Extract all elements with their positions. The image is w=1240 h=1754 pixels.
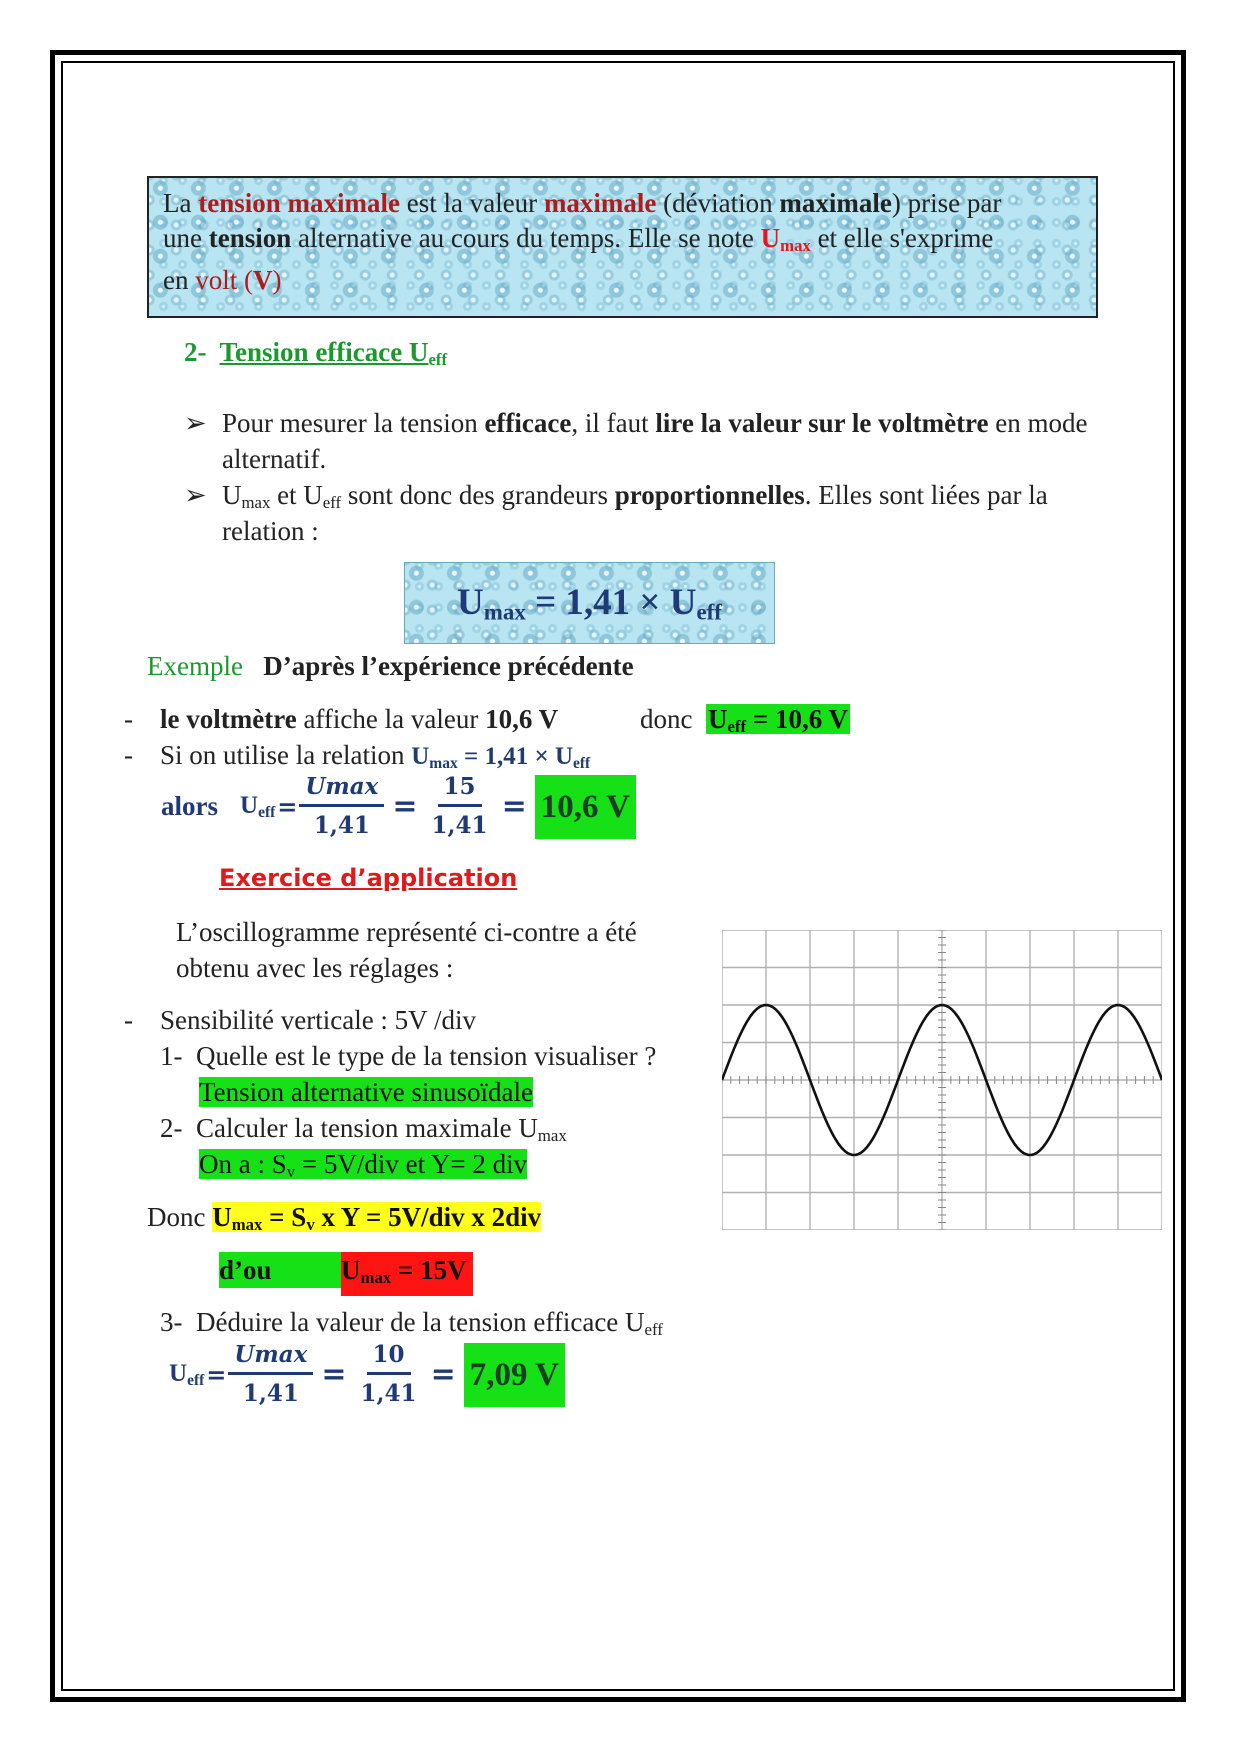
example-calculation: alors $U_{eff}$ = $\frac{Umax}{1,41}$ = $\frac{15}{1,41}$ = 10,6 V	[161, 772, 636, 841]
exercise-title: Exercice d’application	[219, 864, 518, 892]
definition-box	[147, 176, 1098, 318]
example-line-1-donc: donc $U_{eff} = 10,6$ V	[640, 704, 848, 737]
question-2: 2- Calculer la tension maximale $U_{max}$	[160, 1113, 567, 1146]
example-line-1: le voltmètre affiche la valeur 10,6 V	[160, 704, 559, 734]
bullet-2-line-1: $U_{max}$ et $U_{eff}$ sont donc des grandeurs proportionnelles. Elles sont liées par la	[222, 480, 1048, 513]
exercise-intro-2: obtenu avec les réglages :	[176, 953, 454, 983]
fraction-15: $\frac{15}{1,41}$	[431, 773, 488, 839]
section-heading: 2- Tension efficace $U_{eff}$	[184, 337, 448, 370]
question-3: 3- Déduire la valeur de la tension efficace $U_{eff}$	[160, 1307, 663, 1340]
definition-line-3: en volt (V)	[163, 265, 282, 296]
bullet-1-line-1: Pour mesurer la tension efficace, il faut lire la valeur sur le voltmètre en mode	[222, 408, 1088, 438]
formula-box: $U_{max} = 1,41 \times U_{eff}$	[404, 562, 775, 644]
example-heading: Exemple D’après l’expérience précédente	[147, 651, 634, 681]
fraction-umax: $\frac{Umax}{1,41}$	[299, 772, 384, 841]
definition-line-2: une tension alternative au cours du temps. Elle se note $U_{max}$ et elle s'exprime	[163, 223, 994, 256]
answer-2: On a : $S_v = 5V/div$ et Y= 2 div	[199, 1149, 528, 1182]
bullet-arrow-icon: ➢	[184, 480, 207, 510]
question-1: 1- Quelle est le type de la tension visualiser ?	[160, 1041, 657, 1071]
exercise-intro-1: L’oscillogramme représenté ci-contre a été	[176, 917, 637, 947]
fraction-10: $\frac{10}{1,41}$	[360, 1341, 417, 1407]
exercise-sensitivity: Sensibilité verticale : 5V /div	[160, 1005, 476, 1035]
exercise-calculation: $U_{eff}$ = $\frac{Umax}{1,41}$ = $\frac{10}{1,41}$ = 7,09 V	[169, 1340, 565, 1409]
donc-line: Donc $U_{max} = S_v$ x Y = 5V/div x 2div	[147, 1202, 542, 1235]
bullet-2-line-2: relation :	[222, 516, 319, 546]
exercise-result: 7,09 V	[464, 1343, 565, 1407]
example-line-2: Si on utilise la relation $U_{max} = 1,41 \times U_{eff}$	[160, 740, 591, 772]
dash-bullet: -	[124, 1005, 133, 1035]
answer-1: Tension alternative sinusoïdale	[199, 1077, 534, 1107]
definition-line-1: La tension maximale est la valeur maximale (déviation maximale) prise par	[163, 188, 1002, 218]
bullet-1-line-2: alternatif.	[222, 444, 327, 474]
dash-bullet: -	[124, 740, 133, 770]
example-result: 10,6 V	[535, 775, 636, 839]
fraction-umax: $\frac{Umax}{1,41}$	[228, 1340, 313, 1409]
result-line: d’ou $U_{max} = 15V$	[219, 1252, 473, 1296]
bullet-arrow-icon: ➢	[184, 408, 207, 438]
oscillogram	[722, 930, 1162, 1230]
dash-bullet: -	[124, 704, 133, 734]
